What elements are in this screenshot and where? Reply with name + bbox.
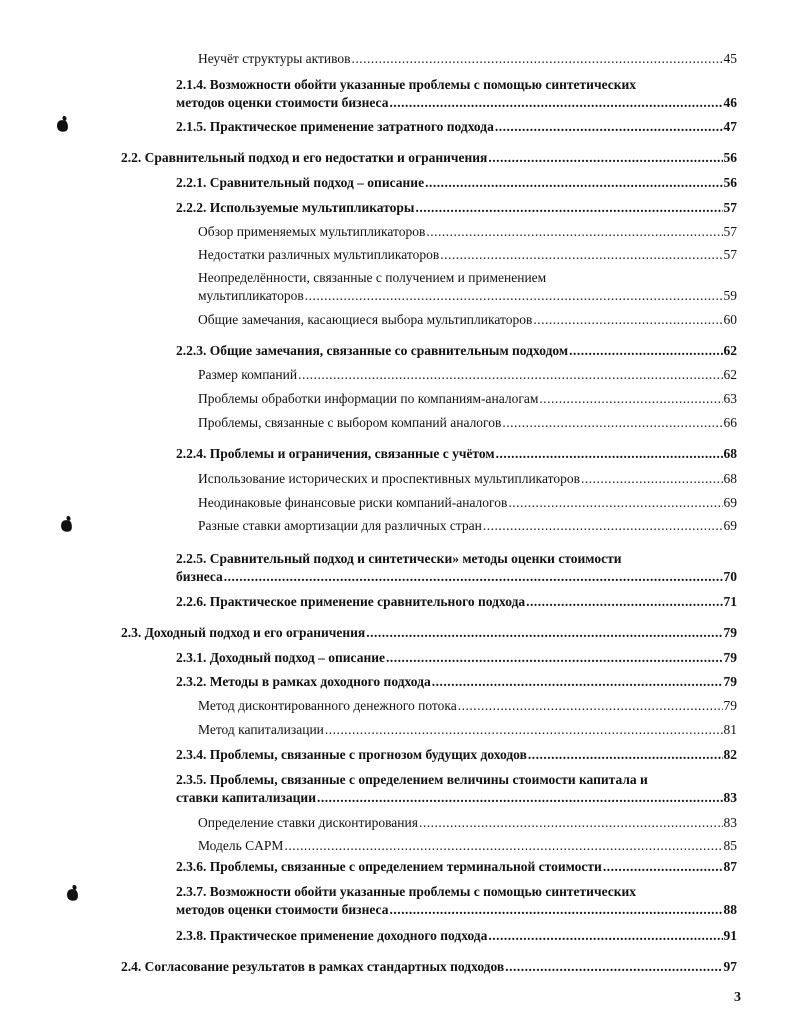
toc-leader (533, 311, 722, 329)
toc-leader (305, 287, 723, 305)
toc-entry (176, 593, 737, 611)
toc-title: 2.3. Доходный подход и его ограничения (121, 625, 366, 640)
toc-leader (488, 927, 722, 945)
toc-leader (224, 568, 723, 586)
toc-page-ref: 46 (723, 95, 737, 110)
toc-page-ref: 83 (723, 815, 737, 830)
punch-hole-mark (55, 118, 69, 133)
toc-page-ref: 83 (723, 790, 737, 805)
toc-page-ref: 68 (723, 446, 737, 461)
toc-leader (415, 199, 722, 217)
toc-title: 2.2.4. Проблемы и ограничения, связанные с учётом (176, 446, 495, 461)
toc-entry (198, 390, 737, 408)
toc-leader (483, 517, 723, 535)
toc-entry (198, 223, 737, 241)
toc-leader (495, 118, 723, 136)
toc-page-ref: 63 (723, 391, 737, 406)
toc-entry (198, 517, 737, 535)
toc-entry (176, 76, 737, 112)
toc-title: Неучёт структуры активов (198, 51, 351, 66)
toc-leader (502, 414, 722, 432)
toc-leader (425, 174, 722, 192)
toc-title: Использование исторических и проспективных мультипликаторов (198, 471, 581, 486)
toc-title: 2.2. Сравнительный подход и его недостатки и ограничения (121, 150, 488, 165)
toc-page-ref: 85 (723, 838, 737, 853)
toc-title: Проблемы, связанные с выбором компаний аналогов (198, 415, 502, 430)
toc-page-ref: 79 (723, 698, 737, 713)
toc-page-ref: 79 (723, 674, 737, 689)
toc-entry (198, 470, 737, 488)
toc-entry (198, 50, 737, 68)
toc-entry (198, 494, 737, 512)
toc-title: 2.3.2. Методы в рамках доходного подхода (176, 674, 431, 689)
toc-entry (176, 199, 737, 217)
toc-leader (426, 223, 722, 241)
toc-entry (176, 118, 737, 136)
toc-page-ref: 79 (723, 650, 737, 665)
toc-leader (284, 837, 722, 855)
page-number: 3 (734, 990, 741, 1005)
toc-title: 2.2.3. Общие замечания, связанные со сравнительным подходом (176, 343, 569, 358)
toc-title: 2.2.2. Используемые мультипликаторы (176, 200, 415, 215)
toc-entry (176, 771, 737, 807)
toc-page-ref: 47 (723, 119, 737, 134)
toc-page-ref: 60 (723, 312, 737, 327)
toc-title: Недостатки различных мультипликаторов (198, 247, 440, 262)
toc-leader (386, 649, 722, 667)
toc-entry (198, 366, 737, 384)
toc-page-ref: 59 (723, 288, 737, 303)
toc-title: 2.3.1. Доходный подход – описание (176, 650, 386, 665)
toc-page-ref: 62 (723, 367, 737, 382)
toc-leader (458, 697, 723, 715)
toc-page-ref: 69 (723, 518, 737, 533)
toc-page-ref: 79 (723, 625, 737, 640)
toc-entry (176, 342, 737, 360)
toc-page-ref: 45 (723, 51, 737, 66)
toc-title: 2.3.6. Проблемы, связанные с определением терминальной стоимости (176, 859, 602, 874)
toc-title: Модель CAPM (198, 838, 284, 853)
toc-page-ref: 62 (723, 343, 737, 358)
toc-title: методов оценки стоимости бизнеса (176, 902, 389, 917)
toc-title: 2.2.6. Практическое применение сравнительного подхода (176, 594, 526, 609)
punch-hole-mark (65, 887, 79, 902)
toc-entry (176, 174, 737, 192)
toc-title: Размер компаний (198, 367, 298, 382)
toc-entry (198, 697, 737, 715)
toc-leader (526, 593, 722, 611)
toc-page-ref: 56 (723, 150, 737, 165)
toc-entry (176, 445, 737, 463)
toc-entry (198, 721, 737, 739)
toc-leader (488, 149, 722, 167)
toc-page-ref: 97 (723, 959, 737, 974)
toc-page-ref: 57 (723, 224, 737, 239)
toc-leader (505, 958, 722, 976)
toc-entry (198, 837, 737, 855)
toc-title: 2.1.5. Практическое применение затратного подхода (176, 119, 494, 134)
toc-title-line1: 2.1.4. Возможности обойти указанные проблемы с помощью синтетических (176, 77, 637, 92)
toc-title-line1: Неопределённости, связанные с получением и применением (198, 270, 547, 285)
toc-page-ref: 71 (723, 594, 737, 609)
toc-leader (581, 470, 722, 488)
toc-leader (432, 673, 723, 691)
toc-title: Разные ставки амортизации для различных стран (198, 518, 482, 533)
toc-title: Определение ставки дисконтирования (198, 815, 418, 830)
toc-entry (176, 550, 737, 586)
toc-page-ref: 70 (723, 569, 737, 584)
toc-entry (198, 414, 737, 432)
toc-leader (528, 746, 723, 764)
toc-entry (176, 927, 737, 945)
toc-page-ref: 68 (723, 471, 737, 486)
toc-leader (325, 721, 723, 739)
toc-title: мультипликаторов (198, 288, 304, 303)
toc-leader (419, 814, 723, 832)
toc-entry (176, 649, 737, 667)
toc-leader (508, 494, 722, 512)
toc-title: 2.3.4. Проблемы, связанные с прогнозом будущих доходов (176, 747, 527, 762)
toc-entry (198, 814, 737, 832)
toc-title-line1: 2.2.5. Сравнительный подход и синтетически» методы оценки стоимости (176, 551, 622, 566)
toc-page-ref: 87 (723, 859, 737, 874)
toc-page-ref: 81 (723, 722, 737, 737)
toc-title: ставки капитализации (176, 790, 316, 805)
toc-leader (366, 624, 722, 642)
toc-entry (176, 858, 737, 876)
toc-title: бизнеса (176, 569, 223, 584)
toc-page-ref: 56 (723, 175, 737, 190)
toc-title: 2.4. Согласование результатов в рамках стандартных подходов (121, 959, 505, 974)
punch-hole-mark (59, 518, 73, 533)
toc-entry (198, 311, 737, 329)
toc-leader (389, 94, 722, 112)
toc-leader (389, 901, 722, 919)
toc-page-ref: 82 (723, 747, 737, 762)
toc-leader (496, 445, 723, 463)
toc-entry (176, 883, 737, 919)
toc-title: 2.3.8. Практическое применение доходного подхода (176, 928, 488, 943)
toc-page-ref: 91 (723, 928, 737, 943)
toc-title: Проблемы обработки информации по компаниям-аналогам (198, 391, 539, 406)
toc-page-ref: 88 (723, 902, 737, 917)
toc-entry (198, 246, 737, 264)
toc-entry (176, 673, 737, 691)
toc-title: 2.2.1. Сравнительный подход – описание (176, 175, 425, 190)
toc-entry (121, 624, 737, 642)
toc-leader (317, 789, 723, 807)
toc-leader (539, 390, 722, 408)
toc-leader (603, 858, 723, 876)
toc-title-line1: 2.3.7. Возможности обойти указанные проблемы с помощью синтетических (176, 884, 637, 899)
toc-title: Обзор применяемых мультипликаторов (198, 224, 426, 239)
toc-page-ref: 57 (723, 247, 737, 262)
toc-leader (569, 342, 722, 360)
toc-entry (176, 746, 737, 764)
toc-title: Метод дисконтированного денежного потока (198, 698, 457, 713)
toc-title: методов оценки стоимости бизнеса (176, 95, 389, 110)
toc-page-ref: 69 (723, 495, 737, 510)
toc-title: Неодинаковые финансовые риски компаний-аналогов (198, 495, 508, 510)
toc-leader (352, 50, 723, 68)
toc-page-ref: 66 (723, 415, 737, 430)
toc-title-line1: 2.3.5. Проблемы, связанные с определением величины стоимости капитала и (176, 772, 648, 787)
toc-page-ref: 57 (723, 200, 737, 215)
toc-entry (121, 149, 737, 167)
toc-leader (440, 246, 722, 264)
toc-entry (121, 958, 737, 976)
toc-title: Общие замечания, касающиеся выбора мультипликаторов (198, 312, 533, 327)
toc-entry (198, 269, 737, 305)
toc-leader (298, 366, 722, 384)
toc-title: Метод капитализации (198, 722, 324, 737)
